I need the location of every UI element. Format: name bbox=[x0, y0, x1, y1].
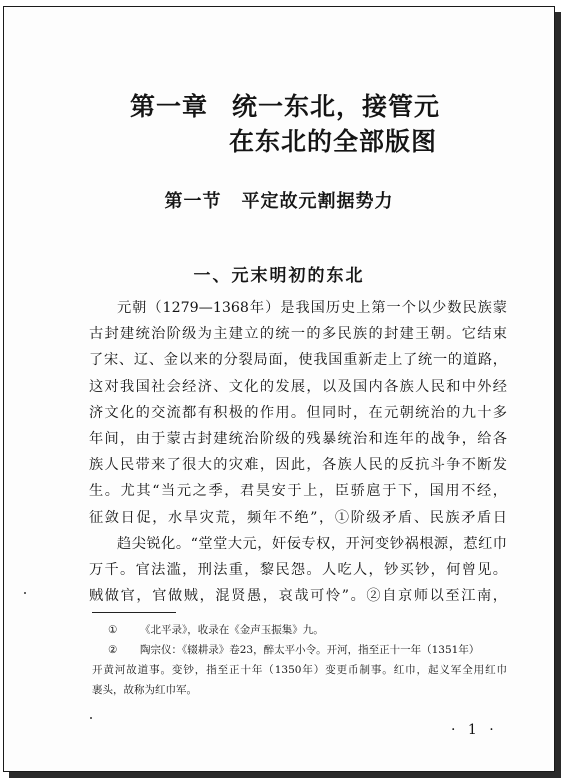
body-line: 贼做官，官做贼，混贤愚，哀哉可怜”。②自京师以至江南， bbox=[89, 588, 507, 605]
body-line: 济文化的交流都有积极的作用。但同时，在元朝统治的九十多 bbox=[89, 404, 507, 421]
footnote-2-continued: 开黄河故道事。变钞，指至正十年（1350年）变更币制事。红巾，起义军全用红巾 bbox=[92, 664, 507, 676]
body-line: 族人民带来了很大的灾难，因此，各族人民的反抗斗争不断发 bbox=[89, 457, 507, 474]
footnotes bbox=[92, 620, 507, 700]
body-paragraph bbox=[89, 295, 507, 609]
body-line: 万千。官法滥，刑法重，黎民怨。人吃人，钞买钞，何曾见。 bbox=[89, 562, 507, 579]
chapter-label: 第一章 bbox=[129, 92, 208, 121]
chapter-title-line2: 在东北的全部版图 bbox=[228, 127, 437, 156]
body-line: 生。尤其“当元之季，君昊安于上，臣骄扈于下，国用不经， bbox=[89, 483, 507, 500]
chapter-title-text: 统一东北，接管元 bbox=[232, 92, 441, 121]
page-number: · 1 · bbox=[451, 722, 498, 738]
subsection-title: 一、元末明初的东北 bbox=[193, 266, 365, 286]
body-line: 趋尖锐化。“堂堂大元，奸佞专权，开河变钞祸根源，惹红巾 bbox=[117, 535, 507, 552]
body-line: 了宋、辽、金以来的分裂局面，使我国重新走上了统一的道路， bbox=[89, 352, 507, 369]
footnote-2 bbox=[92, 640, 507, 660]
footnote-mark: ② bbox=[108, 644, 118, 656]
body-line: 年间，由于蒙古封建统治阶级的残暴统治和连年的战争，给各 bbox=[89, 431, 507, 448]
footnote-text: 陶宗仪：《辍耕录》卷23，醉太平小令。开河，指至正十一年（1351年） bbox=[140, 644, 480, 656]
section-title-text: 平定故元割据势力 bbox=[241, 191, 394, 212]
body-line: 元朝（1279—1368年）是我国历史上第一个以少数民族蒙 bbox=[117, 300, 507, 316]
footnote-mark: ① bbox=[108, 624, 118, 636]
body-line: 古封建统治阶级为主建立的统一的多民族的封建王朝。它结束 bbox=[89, 326, 507, 343]
section-label: 第一节 bbox=[164, 191, 222, 212]
footnote-text: 《北平录》，收录在《金声玉振集》九。 bbox=[140, 624, 324, 636]
scan-speck bbox=[90, 717, 92, 719]
body-line: 这对我国社会经济、文化的发展，以及国内各族人民和中外经 bbox=[89, 378, 507, 395]
body-line: 征敛日促，水旱灾荒，频年不绝”，①阶级矛盾、民族矛盾日 bbox=[89, 509, 507, 526]
chapter-title-line1 bbox=[10, 87, 555, 123]
footnote-2-continued: 裹头，故称为红巾军。 bbox=[92, 684, 197, 696]
scan-speck bbox=[24, 592, 26, 594]
footnote-1 bbox=[92, 620, 507, 640]
footnote-divider bbox=[92, 612, 176, 613]
section-title bbox=[4, 187, 554, 213]
book-page bbox=[3, 6, 555, 772]
